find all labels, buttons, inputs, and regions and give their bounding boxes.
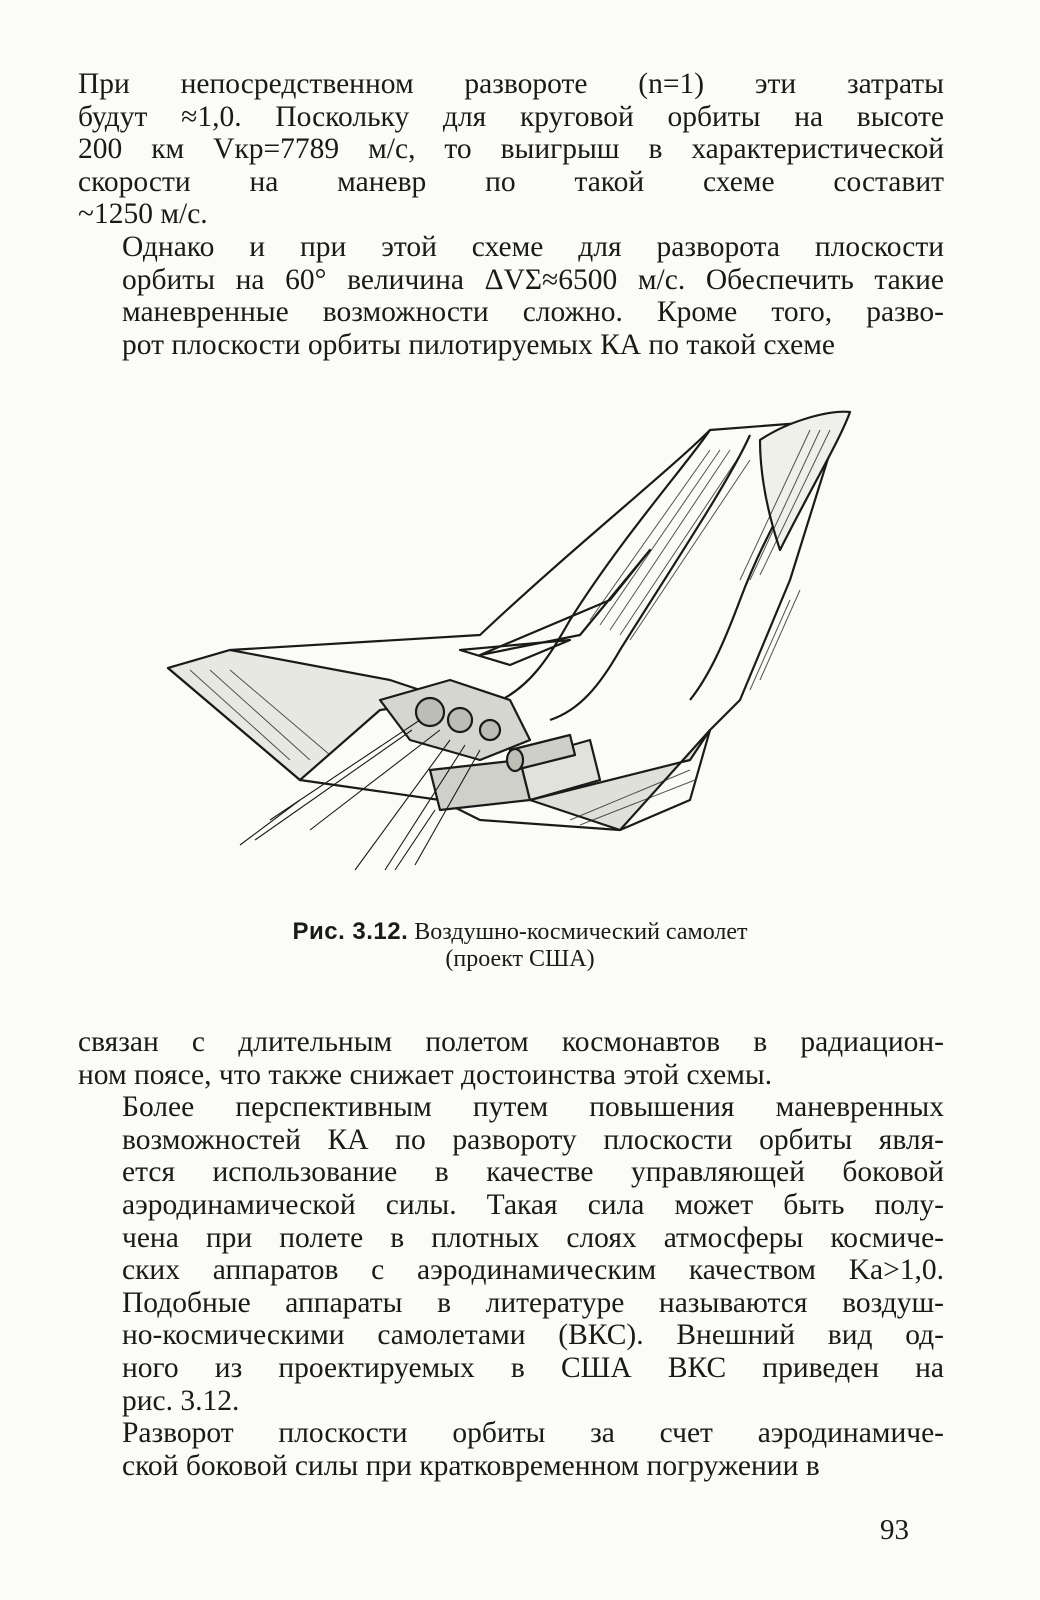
paragraph — [78, 231, 944, 361]
text-line: При непосредственном развороте (n=1) эти затраты — [78, 68, 944, 100]
text-line: связан с длительным полетом космонавтов в радиацион- — [78, 1026, 944, 1058]
text-line: орбиты на 60° величина ΔVΣ≈6500 м/с. Обеспечить такие — [122, 263, 944, 296]
text-line: Разворот плоскости орбиты за счет аэродинамиче- — [122, 1417, 944, 1450]
text-line: чена при полете в плотных слоях атмосферы космиче- — [122, 1221, 944, 1254]
text-line: рис. 3.12. — [122, 1384, 240, 1417]
text-line: ного из проектируемых в США ВКС приведен на — [122, 1351, 944, 1384]
text-line: Более перспективным путем повышения маневренных — [122, 1091, 944, 1124]
paragraph — [78, 1417, 944, 1482]
paragraph — [78, 1026, 944, 1091]
text-line: ских аппаратов с аэродинамическим качеством Ka>1,0. — [122, 1254, 944, 1287]
paragraph — [78, 68, 944, 231]
text-line: ской боковой силы при кратковременном погружении в — [122, 1449, 820, 1482]
text-line: Подобные аппараты в литературе называются воздуш- — [122, 1286, 944, 1319]
text-line: 200 км Vкр=7789 м/с, то выигрыш в характеристической — [78, 133, 944, 166]
text-line: аэродинамической силы. Такая сила может быть полу- — [122, 1188, 944, 1221]
text-line: скорости на маневр по такой схеме составит — [78, 165, 944, 198]
text-line: но-космическими самолетами (ВКС). Внешний вид од- — [122, 1319, 944, 1352]
text-line: ется использование в качестве управляющей боковой — [122, 1156, 944, 1189]
figure-caption-number: Рис. 3.12. — [292, 918, 409, 945]
figure-caption — [220, 918, 820, 973]
paragraph — [78, 1091, 944, 1417]
text-line: маневренные возможности сложно. Кроме того, разво- — [122, 296, 944, 329]
page-number: 93 — [880, 1514, 909, 1546]
figure-caption-subtitle: (проект США) — [445, 946, 595, 972]
text-line: рот плоскости орбиты пилотируемых КА по такой схеме — [122, 328, 836, 361]
text-line: ном поясе, что также снижает достоинства этой схемы. — [78, 1058, 773, 1091]
text-line: будут ≈1,0. Поскольку для круговой орбиты на высоте — [78, 100, 944, 133]
figure-caption-title: Воздушно-космический самолет — [414, 919, 748, 945]
text-block-bottom — [78, 1026, 944, 1482]
aerospace-plane-illustration — [150, 400, 870, 880]
text-line: возможностей КА по развороту плоскости орбиты явля- — [122, 1123, 944, 1156]
text-line: ~1250 м/с. — [78, 198, 208, 231]
text-line: Однако и при этой схеме для разворота плоскости — [122, 230, 944, 263]
text-block-top — [78, 68, 944, 361]
